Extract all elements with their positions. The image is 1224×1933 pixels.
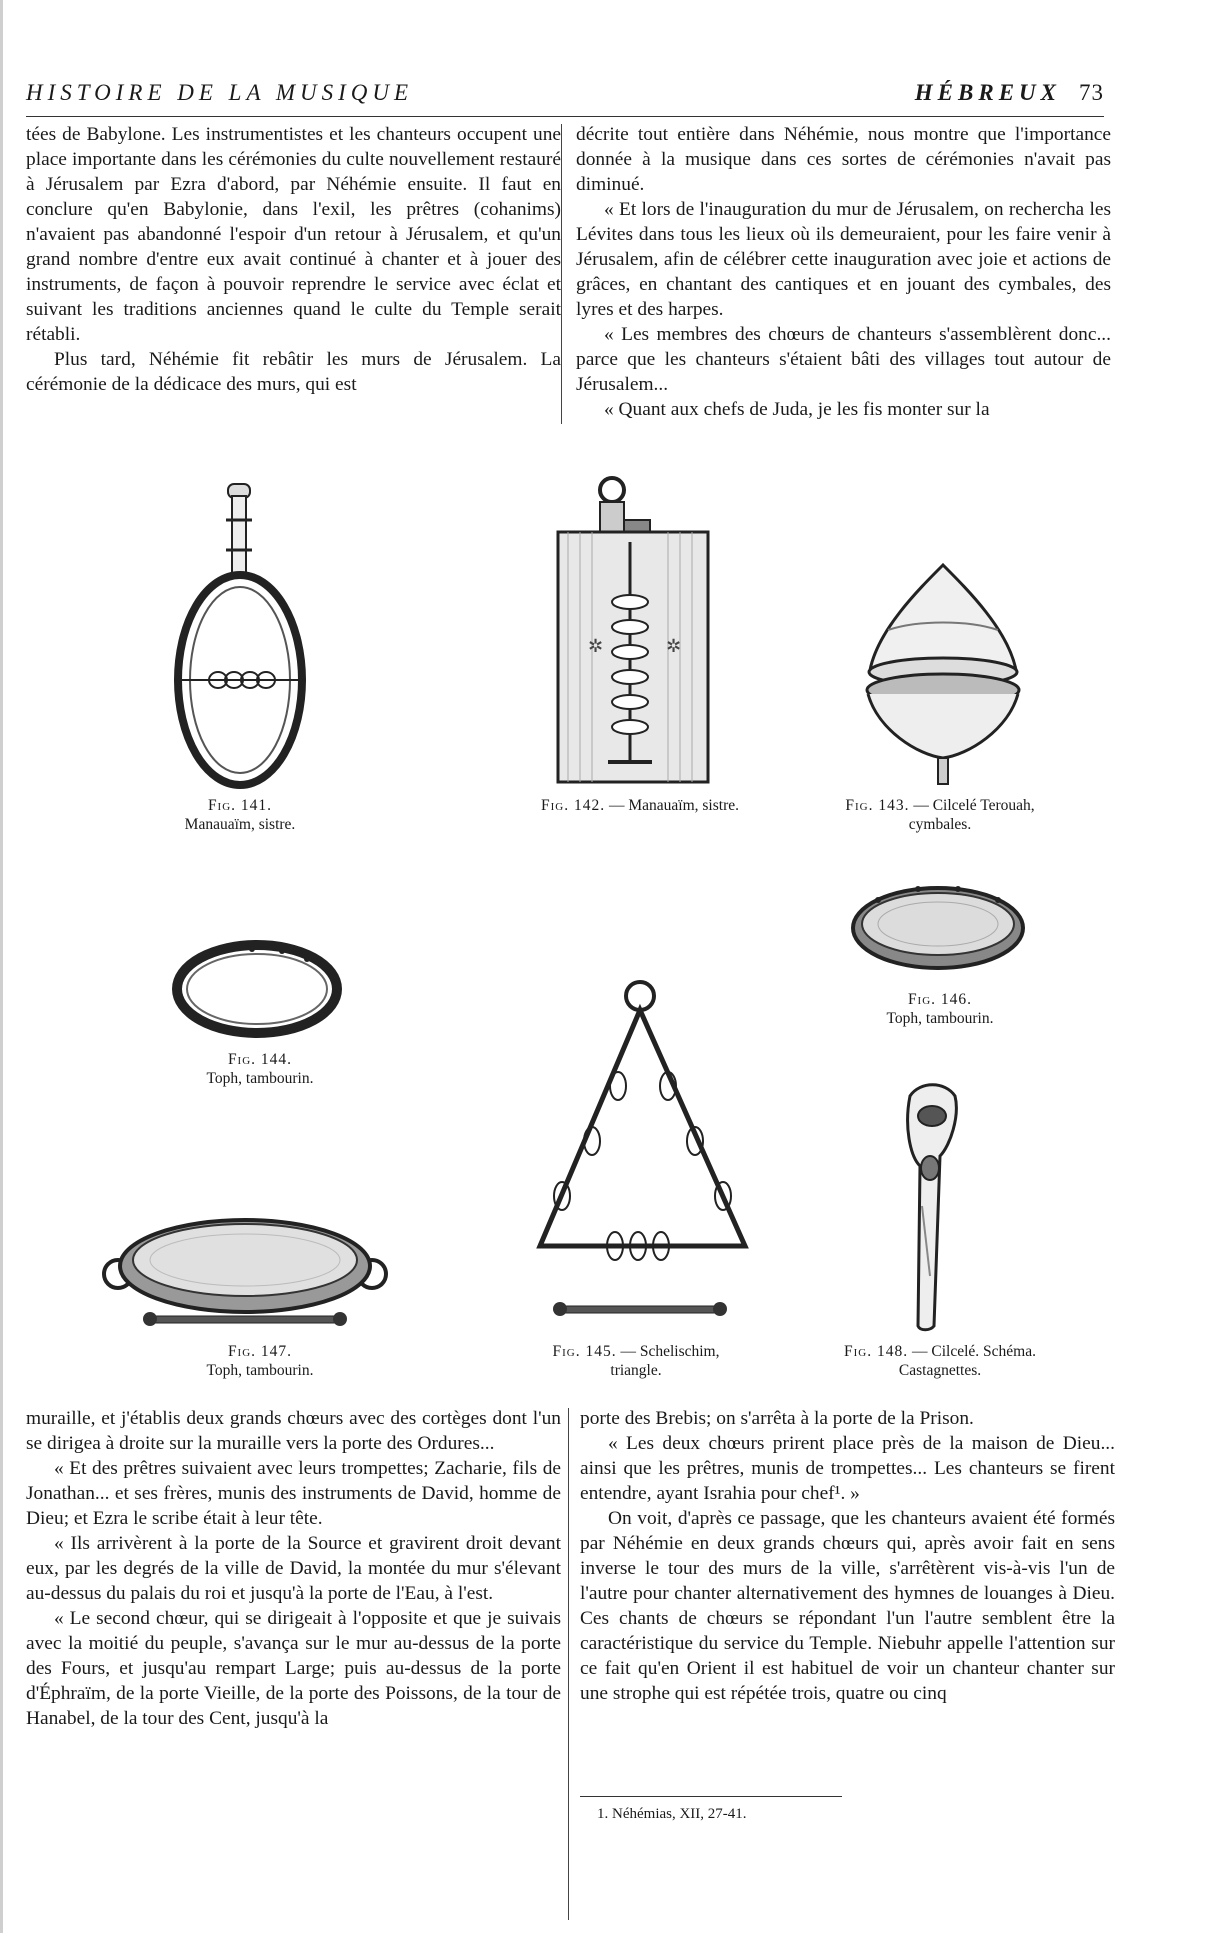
figure-label: Fig. 142. [541,797,606,814]
page-edge [0,0,3,1933]
figure-label: Fig. 144. [227,1051,293,1068]
figure-145-triangle [520,976,770,1336]
figure-144-caption [160,1050,360,1088]
top-left-column [26,122,561,397]
figure-143-caption [840,796,1040,834]
column-divider [561,124,562,424]
figure-caption-line-1 [840,796,1040,834]
paragraph: Plus tard, Néhémie fit rebâtir les murs de Jérusalem. La cérémonie de la dédicace des murs, qui est [26,349,561,395]
figure-caption-text: Manauaïm, sistre. [184,816,296,833]
paragraph: muraille, et j'établis deux grands chœurs avec des cortèges dont l'un se dirigea à droite sur la muraille vers la porte des Ordures... [26,1408,561,1454]
top-right-column [576,122,1111,422]
figure-caption-text: — Manauaïm, sistre. [608,797,739,814]
paragraph: « Ils arrivèrent à la porte de la Source et gravirent droit devant eux, par les degrés de la ville de David, la montée du mur s'élevant au-dessus du palais du roi et jusqu'à la porte de l'Eau, à l'est. [26,1533,561,1604]
running-head-title: HISTOIRE DE LA MUSIQUE [26,80,414,105]
figure-caption-text: Toph, tambourin. [206,1070,314,1087]
figure-caption-text: — Cilcelé Terouah, cymbales. [908,797,1035,833]
paragraph: tées de Babylone. Les instrumentistes et les chanteurs occupent une place importante dans les cérémonies du culte nouvellement restauré à Jérusalem par Ezra d'abord, par Néhémie ensuite. Il faut en conclure qu'en Babylonie, dans l'exil, les prêtres (cohanims) n'avaient pas abandonné l'espoir d'un retour à Jérusalem, et qu'un grand nombre d'entre eux avait continué à chanter et à jouer des instruments, de façon à pouvoir reprendre le service avec éclat et suivant les traditions anciennes quand le culte du Temple serait rétabli. [26,124,561,345]
figure-caption-text: Toph, tambourin. [886,1010,994,1027]
figure-142-sistrum [548,472,718,792]
running-head [26,80,1104,114]
figure-143-cymbals [858,560,1028,790]
paragraph: « Et lors de l'inauguration du mur de Jérusalem, on rechercha les Lévites dans tous les lieux où ils demeuraient, pour les faire venir à Jérusalem, afin de célébrer cette inauguration avec joie et actions de grâces, en chantant des cantiques et en jouant des cymbales, des lyres et des harpes. [576,199,1111,320]
paragraph: porte des Brebis; on s'arrêta à la porte de la Prison. [580,1408,974,1429]
figure-145-caption [526,1342,746,1380]
figure-147-tambourine [100,1186,390,1336]
running-head-section [915,80,1104,106]
figure-141-caption [170,796,310,834]
figure-label: Fig. 141. [207,797,273,814]
paragraph: « Quant aux chefs de Juda, je les fis monter sur la [604,399,990,420]
paragraph: décrite tout entière dans Néhémie, nous montre que l'importance donnée à la musique dans ces sortes de cérémonies n'avait pas diminué. [576,124,1111,195]
svg-text:✲: ✲ [666,636,682,657]
svg-text:✲: ✲ [588,636,604,657]
page-number: 73 [1079,80,1104,105]
bottom-left-column [26,1406,561,1731]
figure-label: Fig. 148. [844,1343,909,1360]
footnote-rule [580,1796,842,1797]
figure-label: Fig. 147. [227,1343,293,1360]
paragraph: On voit, d'après ce passage, que les chanteurs avaient été formés par Néhémie en deux grands chœurs qui, après avoir fait en sens inverse le tour des murs de la ville, s'arrêtèrent vis-à-vis l'un de l'autre pour chanter alternativement des hymnes de louanges à Dieu. Ces chants de chœurs se répondant l'un l'autre semblent être la caractéristique du service du Temple. Niebuhr appelle l'attention sur ce fait qu'en Orient il est habituel de voir un chanteur chanter sur une strophe qui est répétée trois, quatre ou cinq [580,1508,1115,1704]
column-divider [568,1408,569,1920]
figure-144-tambourine [172,934,342,1044]
figure-caption-text: Toph, tambourin. [206,1362,314,1379]
header-rule [26,116,1104,117]
figure-146-tambourine [848,878,1028,978]
paragraph: « Et des prêtres suivaient avec leurs trompettes; Zacharie, fils de Jonathan... et ses frères, munis des instruments de David, homme de Dieu; et Ezra le scribe était à leur tête. [26,1458,561,1529]
figure-141-sistrum [170,480,310,790]
paragraph: « Le second chœur, qui se dirigeait à l'opposite et que je suivais avec la moitié du peuple, s'avança sur le mur au-dessus de la porte des Fours, et jusqu'au rempart Large; puis au-dessus de la porte d'Éphraïm, de la porte Vieille, de la porte des Poissons, de la tour de Hanabel, de la tour des Cent, jusqu'à la [26,1608,561,1729]
paragraph: « Les membres des chœurs de chanteurs s'assemblèrent donc... parce que les chanteurs s'étaient bâti des villages tout autour de Jérusalem... [576,324,1111,395]
figure-label: Fig. 143. [845,797,910,814]
figure-148-castanets [890,1076,980,1336]
paragraph: « Les deux chœurs prirent place près de la maison de Dieu... ainsi que les prêtres, munis de trompettes... Les chanteurs se firent entendre, ayant Israhia pour chef¹. » [580,1433,1115,1504]
figure-caption-text: — Cilcelé. Schéma. Castagnettes. [898,1343,1036,1379]
figure-148-caption [830,1342,1050,1380]
figure-caption-text: — Schelischim, triangle. [610,1343,720,1379]
bottom-right-column [580,1406,1115,1706]
figure-146-caption [840,990,1040,1028]
figure-142-caption [530,796,750,815]
figure-label: Fig. 145. [552,1343,617,1360]
footnote: 1. Néhémias, XII, 27-41. [597,1806,747,1822]
figure-147-caption [160,1342,360,1380]
section-title: HÉBREUX [914,80,1061,105]
figure-label: Fig. 146. [907,991,973,1008]
